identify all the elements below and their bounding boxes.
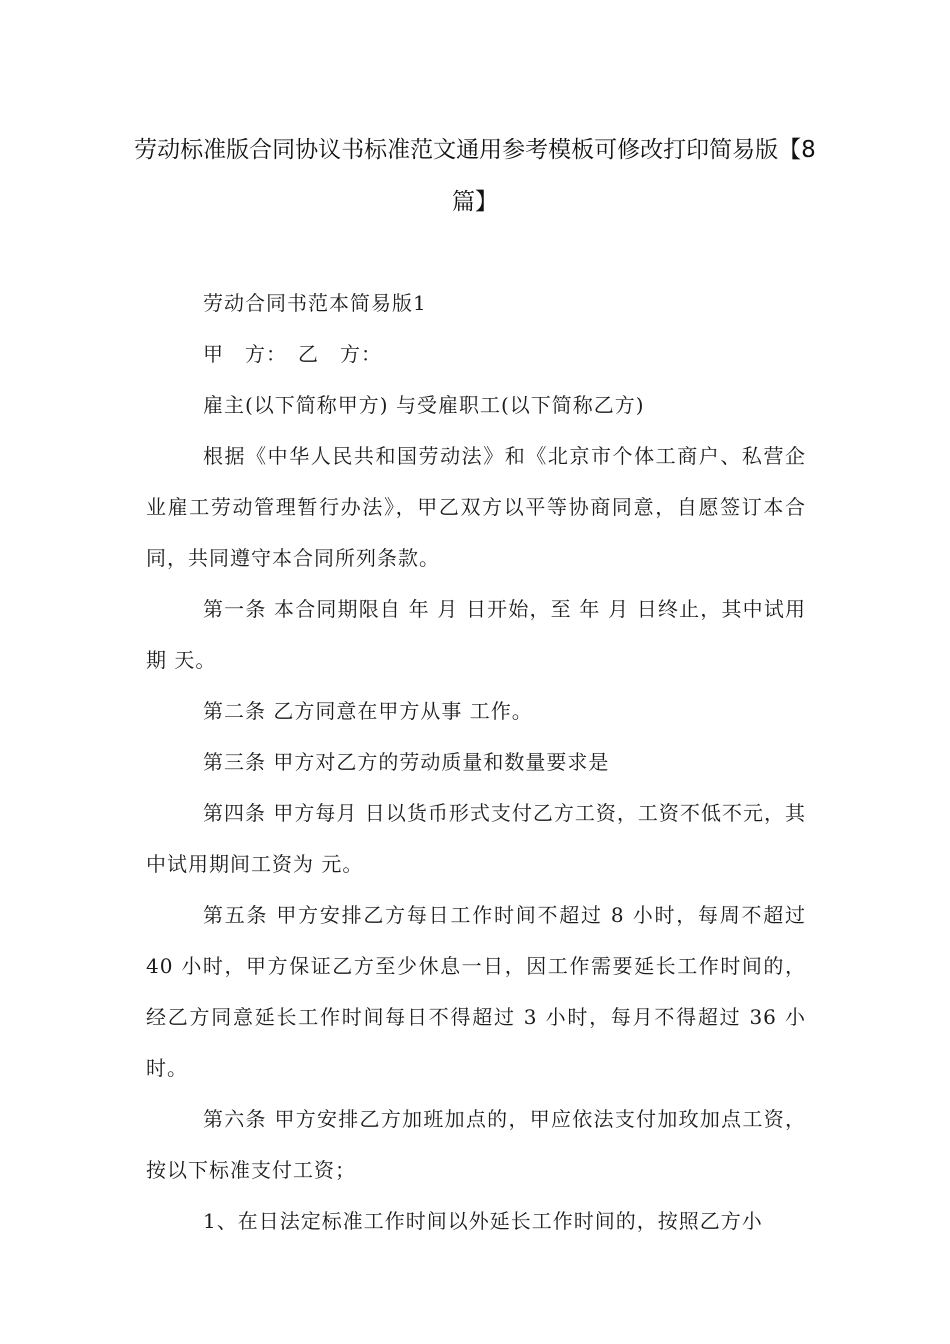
paragraph-heading: 劳动合同书范本简易版1 (203, 291, 427, 315)
paragraph-article-3: 第三条 甲方对乙方的劳动质量和数量要求是 (203, 750, 610, 774)
paragraph-article-2: 第二条 乙方同意在甲方从事 工作。 (203, 699, 533, 723)
document-body (146, 278, 806, 1247)
paragraph-parties: 甲 方： 乙 方： (203, 342, 382, 366)
paragraph-article-5: 第五条 甲方安排乙方每日工作时间不超过 8 小时，每周不超过 40 小时，甲方保证乙方至少休息一日，因工作需要延长工作时间的，经乙方同意延长工作时间每日不得超过 3 小时，每月不得超过 36 小时。 (146, 903, 806, 1080)
paragraph-item-1: 1、在日法定标准工作时间以外延长工作时间的，按照乙方小 (203, 1209, 763, 1233)
paragraph-basis: 根据《中华人民共和国劳动法》和《北京市个体工商户、私营企业雇工劳动管理暂行办法》，甲乙双方以平等协商同意，自愿签订本合同，共同遵守本合同所列条款。 (146, 444, 806, 570)
document-title: 劳动标准版合同协议书标准范文通用参考模板可修改打印简易版【8篇】 (134, 137, 816, 215)
paragraph-article-4: 第四条 甲方每月 日以货币形式支付乙方工资，工资不低不元，其中试用期间工资为 元。 (146, 801, 806, 876)
paragraph-article-1: 第一条 本合同期限自 年 月 日开始，至 年 月 日终止，其中试用期 天。 (146, 597, 806, 672)
paragraph-employer: 雇主(以下简称甲方) 与受雇职工(以下简称乙方) (203, 393, 645, 417)
paragraph-article-6: 第六条 甲方安排乙方加班加点的，甲应依法支付加玫加点工资，按以下标准支付工资； (146, 1107, 806, 1182)
